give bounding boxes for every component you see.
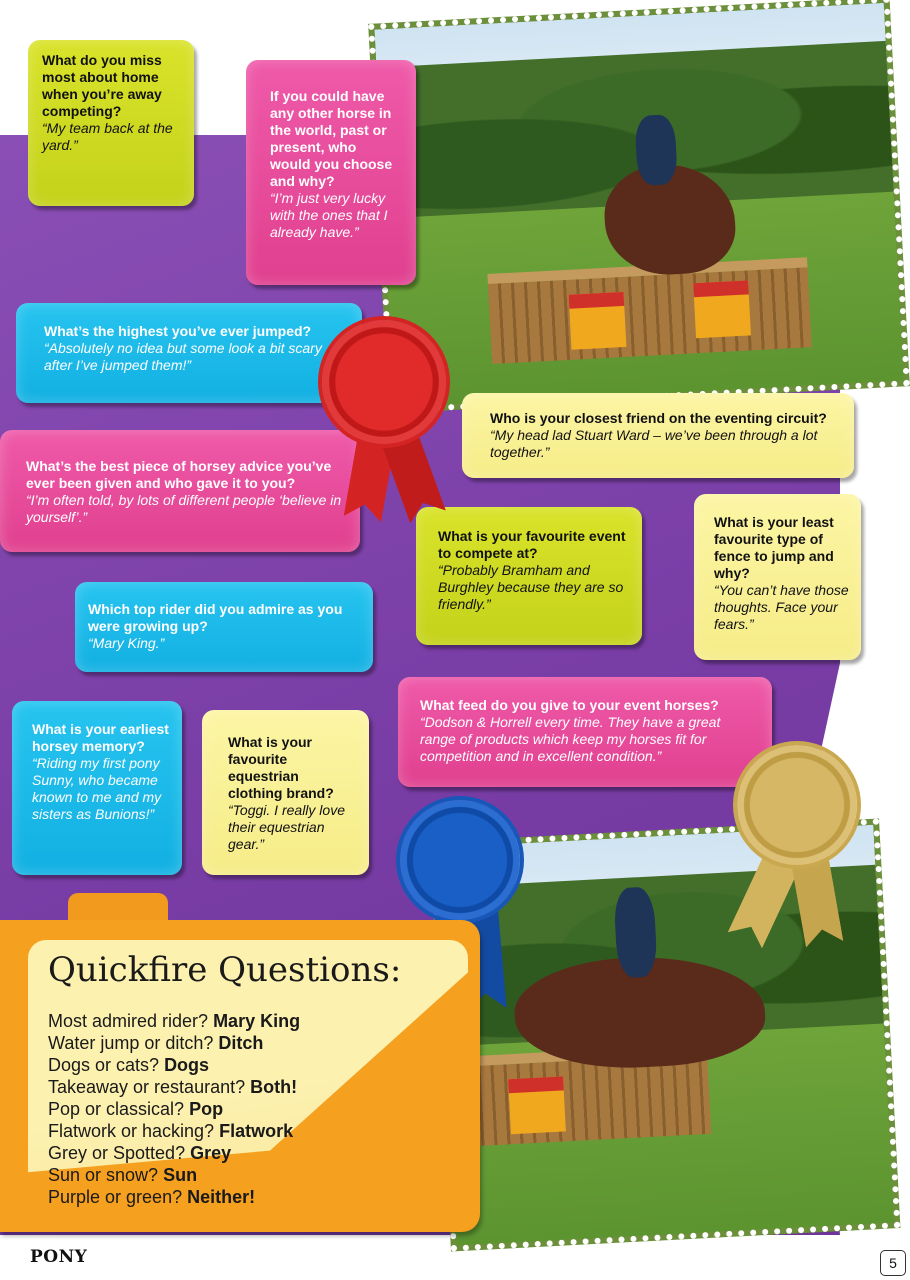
- rider: [634, 114, 678, 186]
- dog-kennel: [569, 292, 627, 350]
- question-closest-friend: [462, 393, 854, 478]
- rosette-disc: [400, 800, 520, 920]
- answer-text: “Riding my first pony Sunny, who became known to me and my sisters as Bunions!”: [32, 755, 162, 822]
- magazine-brand: PONY: [30, 1247, 88, 1267]
- rosette-disc: [737, 745, 857, 865]
- kennel-fence: [487, 257, 811, 364]
- answer-text: “Probably Bramham and Burghley because they are so friendly.”: [438, 562, 624, 612]
- quickfire-item: Grey or Spotted? Grey: [48, 1143, 232, 1163]
- question-text: What is your favourite event to compete at?: [438, 528, 626, 561]
- quickfire-item: Flatwork or hacking? Flatwork: [48, 1121, 294, 1141]
- dog-kennel: [508, 1076, 566, 1134]
- quickfire-item: Sun or snow? Sun: [48, 1165, 198, 1185]
- question-feed: [398, 677, 772, 787]
- question-text: If you could have any other horse in the world, past or present, who would you choose and why?: [270, 88, 393, 189]
- question-favourite-event: [416, 507, 642, 645]
- question-least-fence: [694, 494, 861, 660]
- question-text: Which top rider did you admire as you were growing up?: [88, 601, 343, 634]
- question-text: What is your favourite equestrian clothing brand?: [228, 734, 334, 801]
- answer-text: “My head lad Stuart Ward – we’ve been through a lot together.”: [490, 427, 818, 460]
- quickfire-title: Quickfire Questions:: [48, 950, 402, 990]
- question-text: What is your least favourite type of fence to jump and why?: [714, 514, 834, 581]
- quickfire-item: Takeaway or restaurant? Both!: [48, 1077, 298, 1097]
- question-highest-jump: [16, 303, 362, 403]
- rosette-disc: [322, 320, 446, 444]
- quickfire-item: Pop or classical? Pop: [48, 1099, 224, 1119]
- gold-rosette-icon: [737, 745, 862, 945]
- answer-text: “I’m just very lucky with the ones that I already have.”: [270, 190, 388, 240]
- answer-text: “Absolutely no idea but some look a bit scary after I’ve jumped them!”: [44, 340, 322, 373]
- answer-text: “Mary King.”: [88, 635, 165, 651]
- quickfire-list: [48, 1010, 300, 1208]
- page-number: 5: [880, 1250, 906, 1276]
- answer-text: “My team back at the yard.”: [42, 120, 173, 153]
- question-best-advice: [0, 430, 360, 552]
- dog-kennel: [693, 280, 751, 338]
- question-clothing-brand: [202, 710, 369, 875]
- quickfire-item: Purple or green? Neither!: [48, 1187, 256, 1207]
- quickfire-item: Most admired rider? Mary King: [48, 1011, 301, 1031]
- question-other-horse: [246, 60, 416, 285]
- answer-text: “I’m often told, by lots of different people ‘believe in yourself’.”: [26, 492, 342, 525]
- question-text: What feed do you give to your event horses?: [420, 697, 719, 713]
- question-text: What’s the highest you’ve ever jumped?: [44, 323, 312, 339]
- red-rosette-icon: [322, 320, 452, 510]
- answer-text: “Toggi. I really love their equestrian gear.”: [228, 802, 345, 852]
- question-text: What’s the best piece of horsey advice you’ve ever been given and who gave it to you?: [26, 458, 332, 491]
- question-text: What do you miss most about home when you’re away competing?: [42, 52, 162, 119]
- question-admire-rider: [75, 582, 373, 672]
- question-earliest-memory: [12, 701, 182, 875]
- question-text: Who is your closest friend on the eventing circuit?: [490, 410, 827, 426]
- question-miss-home: [28, 40, 194, 206]
- question-text: What is your earliest horsey memory?: [32, 721, 169, 754]
- quickfire-item: Water jump or ditch? Ditch: [48, 1033, 264, 1053]
- answer-text: “You can’t have those thoughts. Face your fears.”: [714, 582, 849, 632]
- answer-text: “Dodson & Horrell every time. They have a great range of products which keep my horses fit for competition and in excellent condition.”: [420, 714, 721, 764]
- quickfire-item: Dogs or cats? Dogs: [48, 1055, 210, 1075]
